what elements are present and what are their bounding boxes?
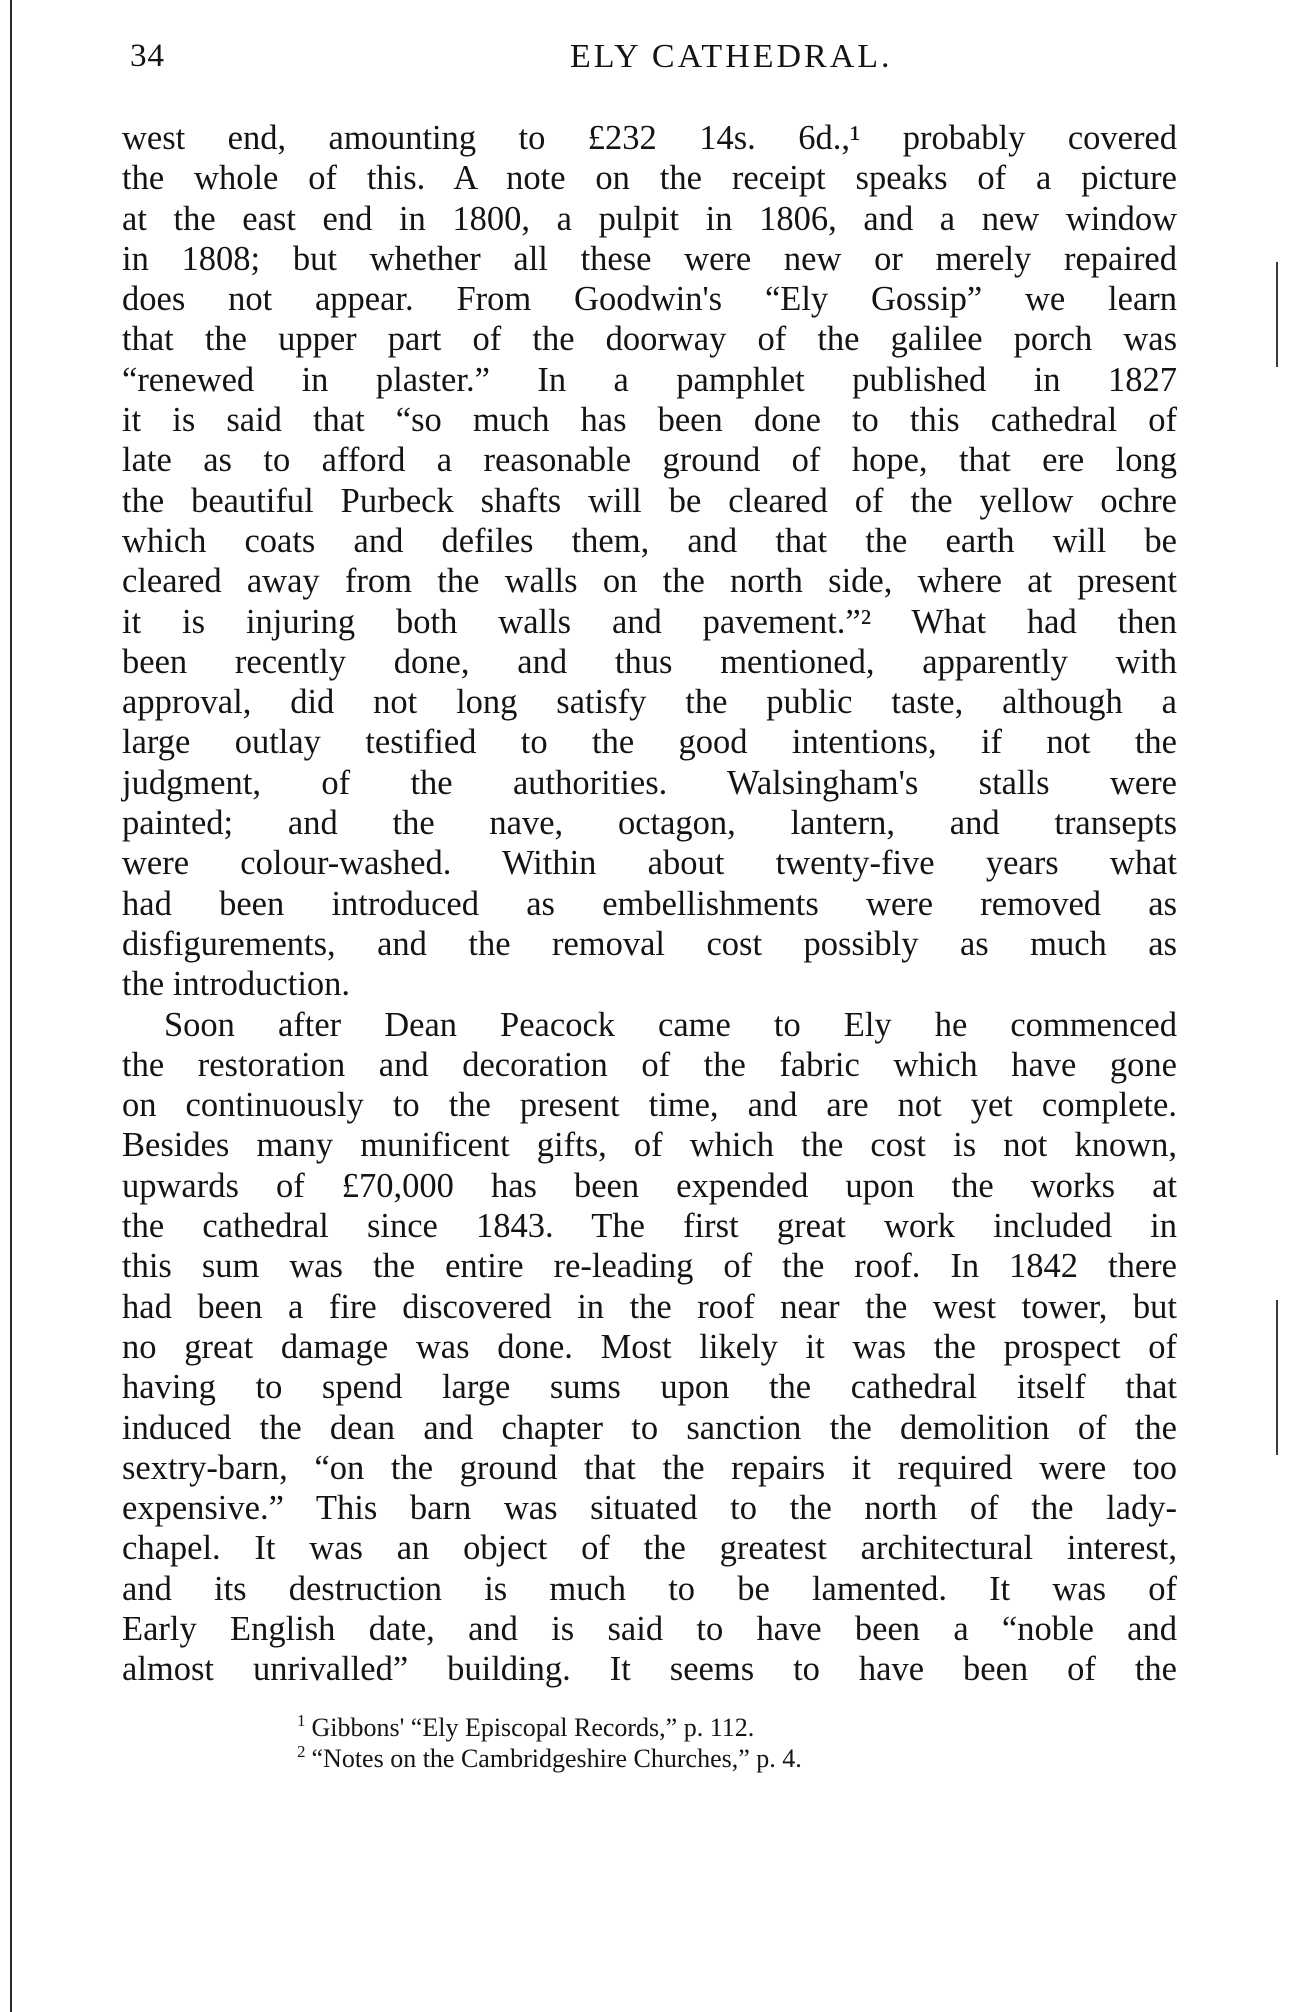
text-line: expensive.” This barn was situated to the north of the lady- xyxy=(122,1489,1177,1528)
text-line: large outlay testified to the good intentions, if not the xyxy=(122,723,1177,762)
margin-mark xyxy=(1276,262,1278,367)
text-line: Soon after Dean Peacock came to Ely he commenced xyxy=(164,1005,1177,1044)
text-line: approval, did not long satisfy the public taste, although a xyxy=(122,683,1177,722)
text-line: this sum was the entire re-leading of the roof. In 1842 there xyxy=(122,1247,1177,1286)
running-header xyxy=(130,38,1180,88)
text-line: had been introduced as embellishments were removed as xyxy=(122,884,1177,923)
text-line: were colour-washed. Within about twenty-five years what xyxy=(122,844,1177,883)
text-line: the beautiful Purbeck shafts will be cleared of the yellow ochre xyxy=(122,481,1177,520)
footnote-text: “Notes on the Cambridgeshire Churches,” p. 4. xyxy=(311,1744,802,1773)
body-text xyxy=(122,118,1177,1690)
text-line: disfigurements, and the removal cost possibly as much as xyxy=(122,924,1177,963)
text-line: “renewed in plaster.” In a pamphlet published in 1827 xyxy=(122,360,1177,399)
text-line: it is injuring both walls and pavement.”² What had then xyxy=(122,602,1177,641)
text-line: Besides many munificent gifts, of which the cost is not known, xyxy=(122,1126,1177,1165)
footnote-text: Gibbons' “Ely Episcopal Records,” p. 112. xyxy=(311,1713,755,1742)
text-line: the restoration and decoration of the fabric which have gone xyxy=(122,1045,1177,1084)
margin-mark xyxy=(1276,1300,1278,1455)
text-line: the cathedral since 1843. The first great work included in xyxy=(122,1207,1177,1246)
footnote xyxy=(122,1712,1177,1743)
text-line: it is said that “so much has been done to this cathedral of xyxy=(122,401,1177,440)
text-line: the whole of this. A note on the receipt speaks of a picture xyxy=(122,159,1177,198)
text-line: late as to afford a reasonable ground of hope, that ere long xyxy=(122,441,1177,480)
text-line: had been a fire discovered in the roof near the west tower, but xyxy=(122,1287,1177,1326)
text-line: does not appear. From Goodwin's “Ely Gossip” we learn xyxy=(122,280,1177,319)
text-line: west end, amounting to £232 14s. 6d.,¹ probably covered xyxy=(122,119,1177,157)
page-number: 34 xyxy=(130,38,165,74)
text-line: and its destruction is much to be lamented. It was of xyxy=(122,1569,1177,1608)
text-line: judgment, of the authorities. Walsingham's stalls were xyxy=(122,763,1177,802)
text-line: having to spend large sums upon the cathedral itself that xyxy=(122,1368,1177,1407)
text-line: almost unrivalled” building. It seems to have been of the xyxy=(122,1650,1177,1689)
text-line: no great damage was done. Most likely it was the prospect of xyxy=(122,1327,1177,1366)
text-line: Early English date, and is said to have been a “noble and xyxy=(122,1609,1177,1648)
text-line: at the east end in 1800, a pulpit in 1806, and a new window xyxy=(122,199,1177,238)
footnote-mark: 2 xyxy=(297,1742,306,1762)
running-title: ELY CATHEDRAL. xyxy=(570,38,893,75)
text-line: the introduction. xyxy=(122,965,351,1004)
footnotes xyxy=(122,1712,1177,1774)
text-line: chapel. It was an object of the greatest architectural interest, xyxy=(122,1529,1177,1568)
text-line: on continuously to the present time, and are not yet complete. xyxy=(122,1086,1177,1125)
text-line: been recently done, and thus mentioned, apparently with xyxy=(122,642,1177,681)
footnote-mark: 1 xyxy=(297,1711,306,1731)
footnote xyxy=(122,1743,1177,1774)
text-line: induced the dean and chapter to sanction the demolition of the xyxy=(122,1408,1177,1447)
page-edge-rule xyxy=(10,0,12,2012)
text-line: that the upper part of the doorway of the galilee porch was xyxy=(122,320,1177,359)
text-line: cleared away from the walls on the north side, where at present xyxy=(122,562,1177,601)
text-line: upwards of £70,000 has been expended upon the works at xyxy=(122,1166,1177,1205)
text-line: painted; and the nave, octagon, lantern, and transepts xyxy=(122,804,1177,843)
text-line: sextry-barn, “on the ground that the repairs it required were too xyxy=(122,1448,1177,1487)
text-line: which coats and defiles them, and that the earth will be xyxy=(122,521,1177,560)
text-line: in 1808; but whether all these were new or merely repaired xyxy=(122,239,1177,278)
